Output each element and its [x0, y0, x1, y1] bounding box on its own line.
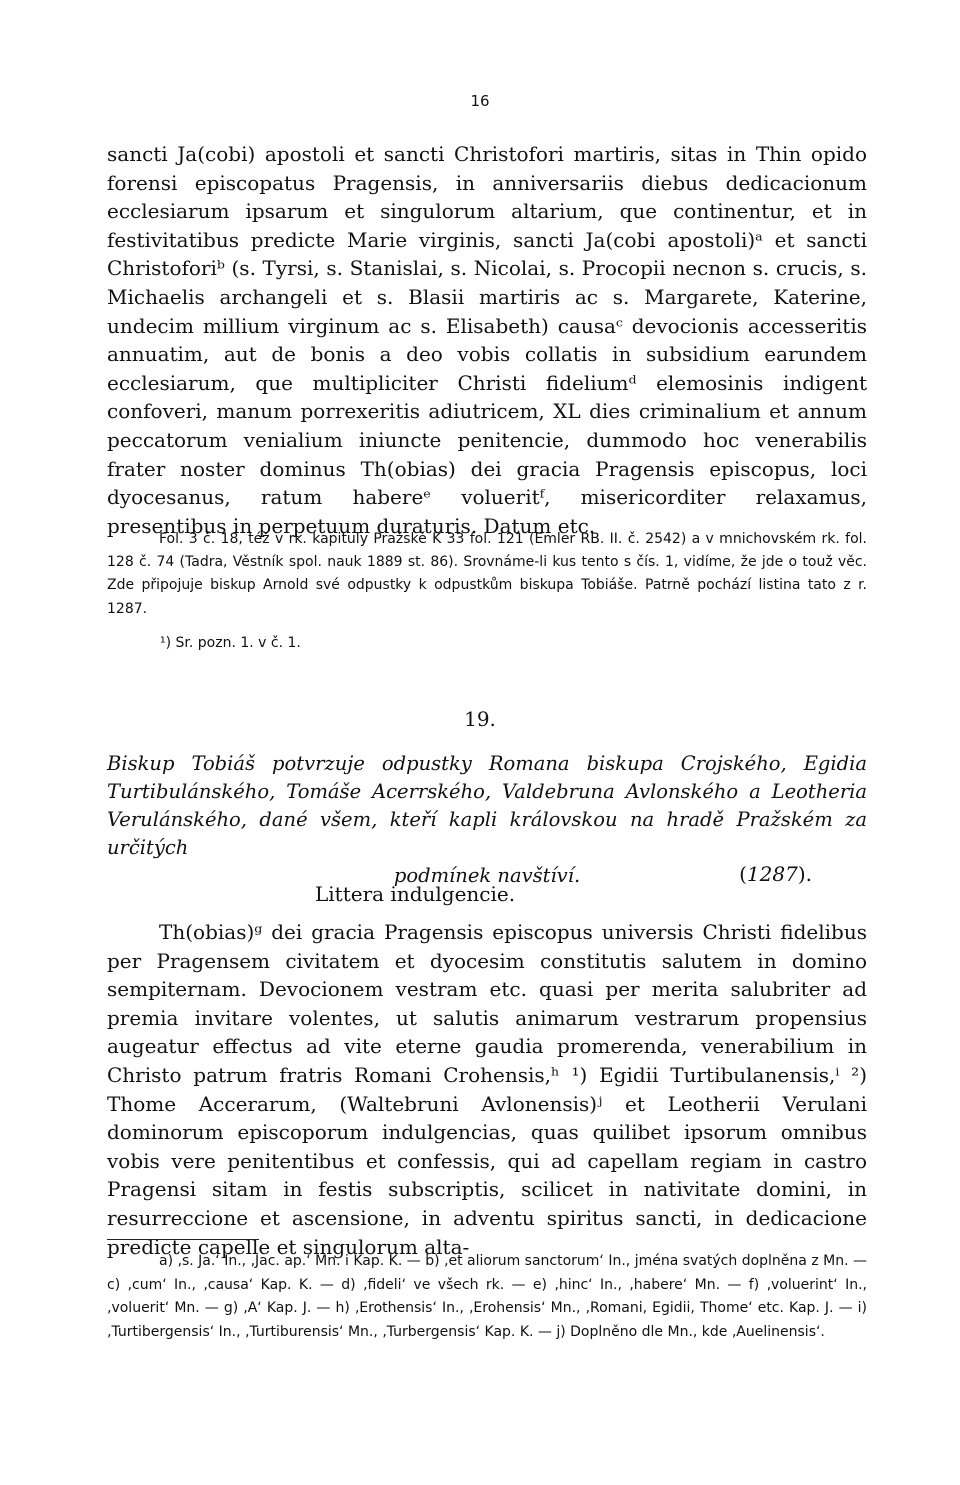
critical-apparatus — [107, 1250, 867, 1344]
document-number: 19. — [464, 707, 496, 731]
continuation-text-block — [107, 140, 867, 540]
main-text-block — [107, 918, 867, 1261]
footnote-reference: ¹) Sr. pozn. 1. v č. 1. — [160, 635, 301, 651]
editorial-commentary — [107, 528, 867, 621]
footnote-divider — [107, 1239, 259, 1240]
apparatus-paragraph: a) ‚s. Ja.‘ In., ‚Jac. ap.‘ Mn. i Kap. K. — b) ‚et aliorum sanctorum‘ In., jména svatých doplněna z Mn. — c) ‚cum‘ In., ‚causa‘ Kap. K. — d) ‚fideli‘ ve všech rk. — e) ‚hinc‘ In., ‚habere‘ Mn. — f) ‚voluerint‘ In., ‚voluerit‘ Mn. — g) ‚A‘ Kap. J. — h) ‚Erothensis‘ In., ‚Erohensis‘ Mn., ‚Romani, Egidii, Thome‘ etc. Kap. J. — i) ‚Turtibergensis‘ In., ‚Turtiburensis‘ Mn., ‚Turbergensis‘ Kap. K. — j) Doplněno dle Mn., kde ‚Auelinensis‘. — [107, 1253, 867, 1340]
regest-last-line: podmínek navštíví. — [393, 864, 581, 887]
commentary-paragraph: Fol. 3 č. 18, též v rk. kapituly Pražské K 33 fol. 121 (Emler RB. II. č. 2542) a v mnichovském rk. fol. 128 č. 74 (Tadra, Věstník spol. nauk 1889 st. 86). Srovnáme-li kus tento s čís. 1, vidíme, že jde o touž věc. Zde připojuje biskup Arnold své odpustky k odpustkům biskupa Tobiáše. Patrně pochází listina tato z r. 1287. — [107, 531, 867, 617]
continuation-paragraph: sancti Ja(cobi) apostoli et sancti Christofori martiris, sitas in Thin opido forensi episcopatus Pragensis, in anniversariis diebus dedicacionum ecclesiarum ipsarum et singulorum altarium, que continentur, et in festivitatibus predicte Marie virginis, sancti Ja(cobi apostoli)ᵃ et sancti Christoforiᵇ (s. Tyrsi, s. Stanislai, s. Nicolai, s. Procopii necnon s. crucis, s. Michaelis archangeli et s. Blasii martiris ac s. Margarete, Katerine, undecim millium virginum ac s. Elisabeth) causaᶜ devocionis accesseritis annuatim, aut de bonis a deo vobis collatis in subsidium earundem ecclesiarum, que multipliciter Christi fideliumᵈ elemosinis indigent confoveri, manum porrexeritis adiutricem, XL dies criminalium et annum peccatorum venialium iniuncte penitencie, dummodo hoc venerabilis frater noster dominus Th(obias) dei gracia Pragensis episcopus, loci dyocesanus, ratum habereᵉ volueritᶠ, misericorditer relaxamus, presentibus in perpetuum duraturis. Datum etc. — [107, 142, 867, 538]
regest-text: Biskup Tobiáš potvrzuje odpustky Romana biskupa Crojského, Egidia Turtibulánského, Tomáše Acerrského, Valdebruna Avlonského a Leotheria Verulánského, dané všem, kteří kapli královskou na hradě Pražském za určitých — [107, 752, 867, 859]
page-number: 16 — [470, 92, 490, 110]
main-text-paragraph: Th(obias)ᵍ dei gracia Pragensis episcopus universis Christi fidelibus per Pragensem civitatem et dyocesim constitutis salutem in domino sempiternam. Devocionem vestram etc. quasi per merita salubriter ad premia invitare volentes, ut salutis animarum vestrarum propensius augeatur effectus ad vite eterne gaudia promerenda, venerabilium in Christo patrum fratris Romani Crohensis,ʰ ¹) Egidii Turtibulanensis,ⁱ ²) Thome Accerarum, (Waltebruni Avlonensis)ʲ et Leotherii Verulani dominorum episcoporum indulgencias, quas quilibet ipsorum omnibus vobis vere penitentibus et confessis, qui ad capellam regiam in castro Pragensi sitam in festis subscriptis, scilicet in nativitate domini, in resurreccione et ascensione, in adventu spiritus sancti, in dedicacione predicte capelle et singulorum alta- — [107, 920, 867, 1259]
document-title: Littera indulgencie. — [315, 882, 516, 906]
document-date: (1287). — [739, 862, 812, 886]
date-value: 1287 — [746, 862, 798, 886]
